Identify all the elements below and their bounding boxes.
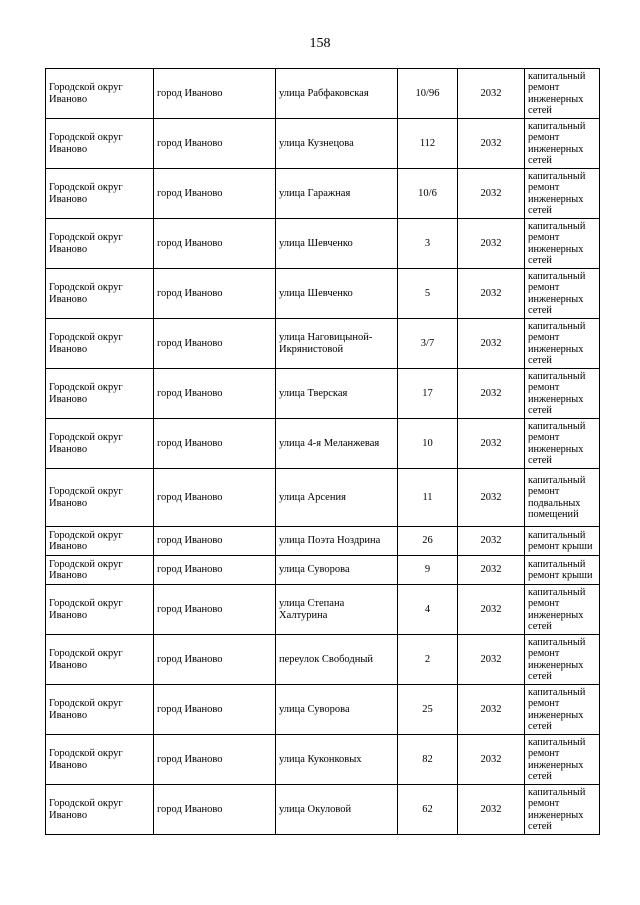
city-cell: город Иваново xyxy=(154,556,276,585)
street-cell: улица Арсения xyxy=(276,469,398,527)
city-cell: город Иваново xyxy=(154,69,276,119)
year-cell: 2032 xyxy=(458,119,525,169)
district-cell: Городской округ Иваново xyxy=(46,419,154,469)
house-number-cell: 9 xyxy=(398,556,458,585)
city-cell: город Иваново xyxy=(154,635,276,685)
house-number-cell: 3 xyxy=(398,219,458,269)
housing-repair-table xyxy=(45,68,600,835)
work-type-cell: капитальный ремонт крыши xyxy=(525,527,600,556)
year-cell: 2032 xyxy=(458,585,525,635)
table-row xyxy=(46,169,600,219)
year-cell: 2032 xyxy=(458,735,525,785)
street-cell: улица Тверская xyxy=(276,369,398,419)
house-number-cell: 2 xyxy=(398,635,458,685)
city-cell: город Иваново xyxy=(154,685,276,735)
house-number-cell: 3/7 xyxy=(398,319,458,369)
city-cell: город Иваново xyxy=(154,785,276,835)
district-cell: Городской округ Иваново xyxy=(46,369,154,419)
street-cell: улица Рабфаковская xyxy=(276,69,398,119)
district-cell: Городской округ Иваново xyxy=(46,119,154,169)
year-cell: 2032 xyxy=(458,419,525,469)
table-row xyxy=(46,527,600,556)
table-row xyxy=(46,585,600,635)
street-cell: улица Кузнецова xyxy=(276,119,398,169)
city-cell: город Иваново xyxy=(154,585,276,635)
street-cell: улица Степана Халтурина xyxy=(276,585,398,635)
street-cell: улица Окуловой xyxy=(276,785,398,835)
work-type-cell: капитальный ремонт инженерных сетей xyxy=(525,269,600,319)
street-cell: улица Куконковых xyxy=(276,735,398,785)
district-cell: Городской округ Иваново xyxy=(46,69,154,119)
table-row xyxy=(46,635,600,685)
work-type-cell: капитальный ремонт инженерных сетей xyxy=(525,785,600,835)
work-type-cell: капитальный ремонт инженерных сетей xyxy=(525,419,600,469)
work-type-cell: капитальный ремонт инженерных сетей xyxy=(525,369,600,419)
street-cell: улица Суворова xyxy=(276,556,398,585)
table-row xyxy=(46,319,600,369)
house-number-cell: 26 xyxy=(398,527,458,556)
year-cell: 2032 xyxy=(458,527,525,556)
district-cell: Городской округ Иваново xyxy=(46,219,154,269)
district-cell: Городской округ Иваново xyxy=(46,735,154,785)
city-cell: город Иваново xyxy=(154,319,276,369)
year-cell: 2032 xyxy=(458,319,525,369)
table-row xyxy=(46,419,600,469)
street-cell: переулок Свободный xyxy=(276,635,398,685)
year-cell: 2032 xyxy=(458,369,525,419)
city-cell: город Иваново xyxy=(154,527,276,556)
table-row xyxy=(46,269,600,319)
street-cell: улица Поэта Ноздрина xyxy=(276,527,398,556)
work-type-cell: капитальный ремонт крыши xyxy=(525,556,600,585)
table-row xyxy=(46,735,600,785)
house-number-cell: 10/6 xyxy=(398,169,458,219)
district-cell: Городской округ Иваново xyxy=(46,635,154,685)
year-cell: 2032 xyxy=(458,556,525,585)
work-type-cell: капитальный ремонт инженерных сетей xyxy=(525,219,600,269)
city-cell: город Иваново xyxy=(154,369,276,419)
district-cell: Городской округ Иваново xyxy=(46,269,154,319)
table-row xyxy=(46,556,600,585)
house-number-cell: 5 xyxy=(398,269,458,319)
year-cell: 2032 xyxy=(458,785,525,835)
city-cell: город Иваново xyxy=(154,119,276,169)
city-cell: город Иваново xyxy=(154,419,276,469)
city-cell: город Иваново xyxy=(154,169,276,219)
table-row xyxy=(46,785,600,835)
house-number-cell: 10/96 xyxy=(398,69,458,119)
district-cell: Городской округ Иваново xyxy=(46,585,154,635)
street-cell: улица Наговицыной-Икрянистовой xyxy=(276,319,398,369)
table-row xyxy=(46,69,600,119)
district-cell: Городской округ Иваново xyxy=(46,527,154,556)
work-type-cell: капитальный ремонт инженерных сетей xyxy=(525,319,600,369)
street-cell: улица 4-я Меланжевая xyxy=(276,419,398,469)
table-row xyxy=(46,469,600,527)
page-number: 158 xyxy=(309,36,331,51)
district-cell: Городской округ Иваново xyxy=(46,169,154,219)
year-cell: 2032 xyxy=(458,219,525,269)
city-cell: город Иваново xyxy=(154,469,276,527)
district-cell: Городской округ Иваново xyxy=(46,319,154,369)
year-cell: 2032 xyxy=(458,69,525,119)
year-cell: 2032 xyxy=(458,169,525,219)
city-cell: город Иваново xyxy=(154,219,276,269)
house-number-cell: 82 xyxy=(398,735,458,785)
street-cell: улица Шевченко xyxy=(276,219,398,269)
district-cell: Городской округ Иваново xyxy=(46,556,154,585)
work-type-cell: капитальный ремонт инженерных сетей xyxy=(525,69,600,119)
work-type-cell: капитальный ремонт подвальных помещений xyxy=(525,469,600,527)
year-cell: 2032 xyxy=(458,269,525,319)
table-row xyxy=(46,119,600,169)
work-type-cell: капитальный ремонт инженерных сетей xyxy=(525,685,600,735)
year-cell: 2032 xyxy=(458,685,525,735)
district-cell: Городской округ Иваново xyxy=(46,785,154,835)
house-number-cell: 112 xyxy=(398,119,458,169)
street-cell: улица Шевченко xyxy=(276,269,398,319)
work-type-cell: капитальный ремонт инженерных сетей xyxy=(525,635,600,685)
year-cell: 2032 xyxy=(458,469,525,527)
year-cell: 2032 xyxy=(458,635,525,685)
table-row xyxy=(46,369,600,419)
table-row xyxy=(46,685,600,735)
house-number-cell: 25 xyxy=(398,685,458,735)
work-type-cell: капитальный ремонт инженерных сетей xyxy=(525,119,600,169)
street-cell: улица Гаражная xyxy=(276,169,398,219)
house-number-cell: 11 xyxy=(398,469,458,527)
table-row xyxy=(46,219,600,269)
house-number-cell: 10 xyxy=(398,419,458,469)
house-number-cell: 62 xyxy=(398,785,458,835)
house-number-cell: 4 xyxy=(398,585,458,635)
house-number-cell: 17 xyxy=(398,369,458,419)
district-cell: Городской округ Иваново xyxy=(46,685,154,735)
city-cell: город Иваново xyxy=(154,269,276,319)
street-cell: улица Суворова xyxy=(276,685,398,735)
work-type-cell: капитальный ремонт инженерных сетей xyxy=(525,585,600,635)
city-cell: город Иваново xyxy=(154,735,276,785)
work-type-cell: капитальный ремонт инженерных сетей xyxy=(525,169,600,219)
district-cell: Городской округ Иваново xyxy=(46,469,154,527)
work-type-cell: капитальный ремонт инженерных сетей xyxy=(525,735,600,785)
table-body xyxy=(46,69,600,835)
